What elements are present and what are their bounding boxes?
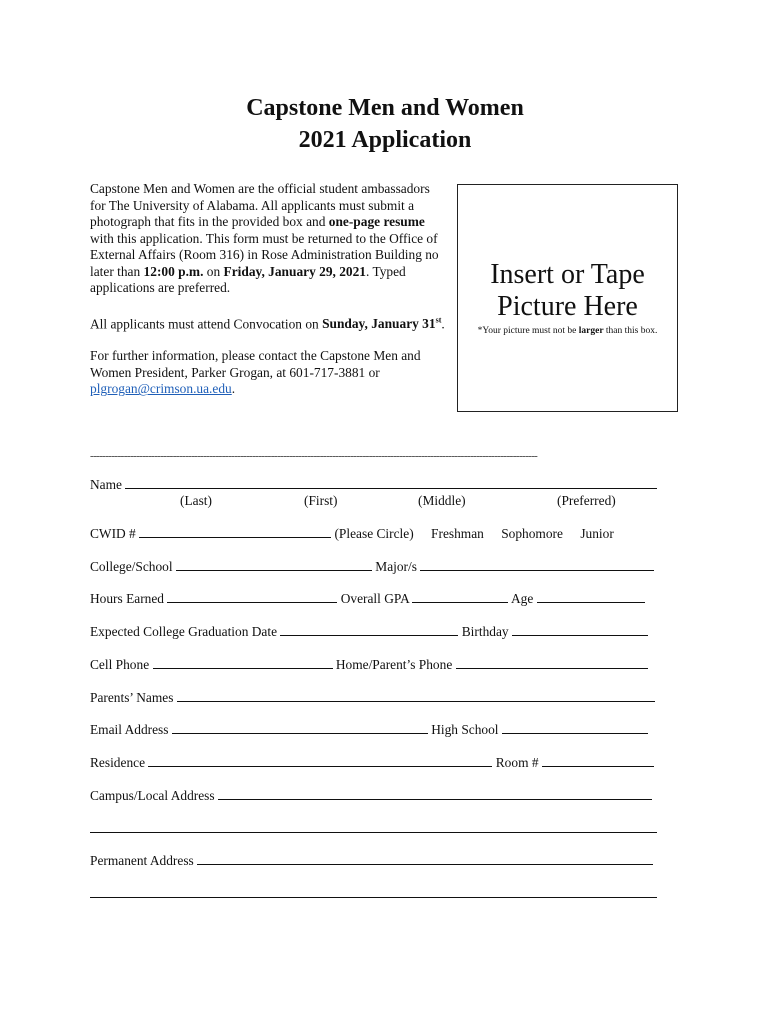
instr-superscript: st: [435, 315, 442, 325]
class-option-junior[interactable]: Junior: [580, 526, 614, 541]
age-field[interactable]: [537, 590, 645, 603]
photo-box[interactable]: [457, 184, 678, 412]
name-last-caption: (Last): [180, 493, 212, 508]
cwid-row: [90, 525, 614, 543]
email-label: Email Address: [90, 722, 169, 737]
photo-box-label: [458, 259, 677, 323]
cwid-field[interactable]: [139, 525, 331, 538]
form-title-line1: Capstone Men and Women: [246, 95, 524, 121]
instr-text: For further information, please contact the Capstone Men and Women President, Parker Grogan, at 601-717-3881 or: [90, 348, 421, 380]
instructions-paragraph-3: [90, 348, 446, 398]
cut-line-divider: --------------------------------------------------------------------------------------------------------------------------------------------------: [90, 450, 538, 462]
name-field[interactable]: [125, 476, 657, 489]
instr-bold: Sunday, January 31: [322, 315, 436, 331]
name-row: [90, 476, 657, 494]
form-title-line2: 2021 Application: [298, 127, 472, 153]
majors-field[interactable]: [420, 558, 654, 571]
campus-address-field-line2[interactable]: [90, 820, 657, 833]
instr-text: .: [441, 315, 445, 331]
class-option-sophomore[interactable]: Sophomore: [501, 526, 563, 541]
instructions-paragraph-1: [90, 181, 446, 297]
hours-label: Hours Earned: [90, 591, 164, 606]
permanent-address-field-line2[interactable]: [90, 885, 657, 898]
room-label: Room #: [495, 755, 539, 770]
college-label: College/School: [90, 559, 173, 574]
majors-label: Major/s: [375, 559, 417, 574]
email-field[interactable]: [172, 721, 428, 734]
residence-row: [90, 754, 654, 772]
room-field[interactable]: [542, 754, 654, 767]
campus-address-label: Campus/Local Address: [90, 788, 215, 803]
cell-label: Cell Phone: [90, 657, 150, 672]
home-phone-field[interactable]: [456, 656, 648, 669]
residence-field[interactable]: [148, 754, 492, 767]
instructions-paragraph-2: [90, 313, 446, 333]
cwid-label: CWID #: [90, 526, 136, 541]
residence-label: Residence: [90, 755, 146, 770]
permanent-address-row-2: [90, 885, 657, 903]
graduation-row: [90, 623, 648, 641]
permanent-address-label: Permanent Address: [90, 853, 194, 868]
please-circle-label: (Please Circle): [334, 526, 414, 541]
instr-bold: one-page resume: [328, 214, 425, 229]
birthday-field[interactable]: [512, 623, 648, 636]
name-label: Name: [90, 477, 122, 492]
note-text: *Your picture must not be: [477, 326, 579, 336]
campus-address-row: [90, 787, 652, 805]
parents-label: Parents’ Names: [90, 690, 174, 705]
instr-text: All applicants must attend Convocation on: [90, 315, 323, 331]
high-school-label: High School: [431, 722, 499, 737]
name-preferred-caption: (Preferred): [557, 493, 616, 508]
parents-field[interactable]: [177, 689, 655, 702]
grad-date-label: Expected College Graduation Date: [90, 624, 278, 639]
grad-date-field[interactable]: [280, 623, 458, 636]
hours-row: [90, 590, 645, 608]
hours-field[interactable]: [167, 590, 337, 603]
instr-text: .: [231, 381, 236, 397]
gpa-field[interactable]: [412, 590, 508, 603]
instr-text: Capstone Men and Women are the official student ambassadors for The University of Alabama. All applicants must submit a photograph that fits in the provided box and: [90, 181, 430, 229]
note-text: than this box.: [603, 326, 658, 336]
email-row: [90, 721, 648, 739]
college-row: [90, 558, 654, 576]
home-phone-label: Home/Parent’s Phone: [335, 657, 453, 672]
high-school-field[interactable]: [502, 721, 648, 734]
contact-email-link[interactable]: plgrogan@crimson.ua.edu: [90, 381, 232, 397]
photo-label-line1: Insert or Tape: [490, 259, 645, 290]
instr-text: with this application. This form must be returned to the Office of External Affairs (Room 316) in Rose Administration Building no later than: [90, 230, 439, 279]
instr-bold: 12:00 p.m.: [143, 263, 204, 279]
name-middle-caption: (Middle): [418, 493, 466, 508]
phone-row: [90, 656, 648, 674]
instr-bold: Friday, January 29, 2021: [223, 263, 367, 279]
photo-size-note: [458, 326, 677, 336]
instr-text: . Typed applications are preferred.: [90, 263, 406, 295]
permanent-address-field[interactable]: [197, 852, 653, 865]
photo-label-line2: Picture Here: [497, 291, 638, 322]
college-field[interactable]: [176, 558, 372, 571]
age-label: Age: [511, 591, 534, 606]
campus-address-field[interactable]: [218, 787, 652, 800]
name-first-caption: (First): [304, 493, 338, 508]
note-bold: larger: [578, 326, 604, 336]
birthday-label: Birthday: [461, 624, 509, 639]
parents-row: [90, 689, 655, 707]
campus-address-row-2: [90, 820, 657, 838]
gpa-label: Overall GPA: [340, 591, 410, 606]
permanent-address-row: [90, 852, 653, 870]
instructions: [90, 181, 446, 398]
class-option-freshman[interactable]: Freshman: [431, 526, 484, 541]
cell-field[interactable]: [153, 656, 333, 669]
instr-text: on: [203, 263, 224, 279]
